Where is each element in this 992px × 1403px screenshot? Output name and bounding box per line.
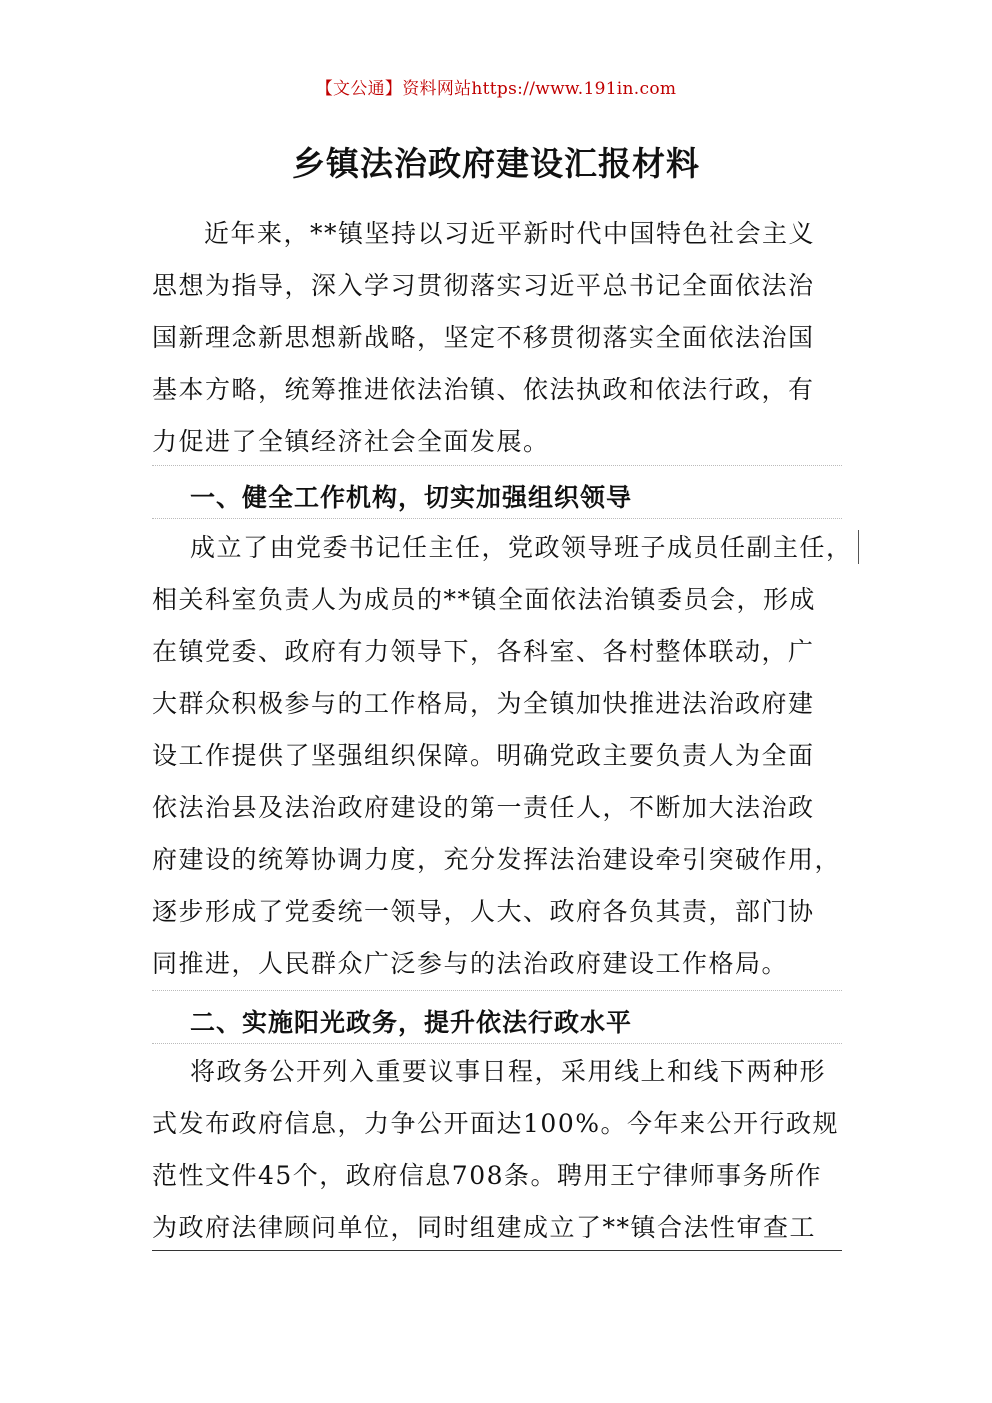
site-watermark-header: 【文公通】资料网站https://www.191in.com: [315, 79, 677, 99]
section2-line: 范性文件45个，政府信息708条。聘用王宁律师事务所作: [152, 1161, 823, 1190]
section1-line: 府建设的统筹协调力度，充分发挥法治建设牵引突破作用，: [152, 845, 842, 874]
page-bottom-rule: [152, 1250, 842, 1251]
paragraph-divider: [152, 990, 842, 991]
section1-line: 设工作提供了坚强组织保障。明确党政主要负责人为全面: [152, 741, 815, 770]
paragraph-divider: [152, 1043, 842, 1044]
intro-line: 力促进了全镇经济社会全面发展。: [152, 427, 550, 456]
section1-line: 逐步形成了党委统一领导，人大、政府各负其责，部门协: [152, 897, 815, 926]
section2-paragraph: [152, 1046, 842, 1254]
section2-line: 式发布政府信息，力争公开面达100%。今年来公开行政规: [152, 1109, 839, 1138]
section2-line: 为政府法律顾问单位，同时组建成立了**镇合法性审查工: [152, 1213, 817, 1242]
section2-line: 将政务公开列入重要议事日程，采用线上和线下两种形: [190, 1057, 827, 1086]
intro-line: 基本方略，统筹推进依法治镇、依法执政和依法行政，有: [152, 375, 815, 404]
section1-heading: 一、健全工作机构，切实加强组织领导: [190, 483, 633, 512]
intro-paragraph: [152, 208, 842, 468]
intro-line: 国新理念新思想新战略，坚定不移贯彻落实全面依法治国: [152, 323, 815, 352]
paragraph-divider: [152, 518, 842, 519]
section1-line: 同推进，人民群众广泛参与的法治政府建设工作格局。: [152, 949, 789, 978]
section1-paragraph: [152, 522, 853, 990]
section1-line: 在镇党委、政府有力领导下，各科室、各村整体联动，广: [152, 637, 815, 666]
section1-line: 依法治县及法治政府建设的第一责任人，不断加大法治政: [152, 793, 815, 822]
intro-line: 思想为指导，深入学习贯彻落实习近平总书记全面依法治: [152, 271, 815, 300]
intro-line: 近年来，**镇坚持以习近平新时代中国特色社会主义: [204, 219, 816, 248]
section1-line: 成立了由党委书记任主任，党政领导班子成员任副主任，: [190, 533, 853, 562]
section1-line: 相关科室负责人为成员的**镇全面依法治镇委员会，形成: [152, 585, 817, 614]
document-title: 乡镇法治政府建设汇报材料: [292, 144, 700, 183]
margin-marker: [858, 530, 859, 564]
section2-heading: 二、实施阳光政务，提升依法行政水平: [190, 1008, 633, 1037]
paragraph-divider: [152, 465, 842, 466]
section1-line: 大群众积极参与的工作格局，为全镇加快推进法治政府建: [152, 689, 815, 718]
